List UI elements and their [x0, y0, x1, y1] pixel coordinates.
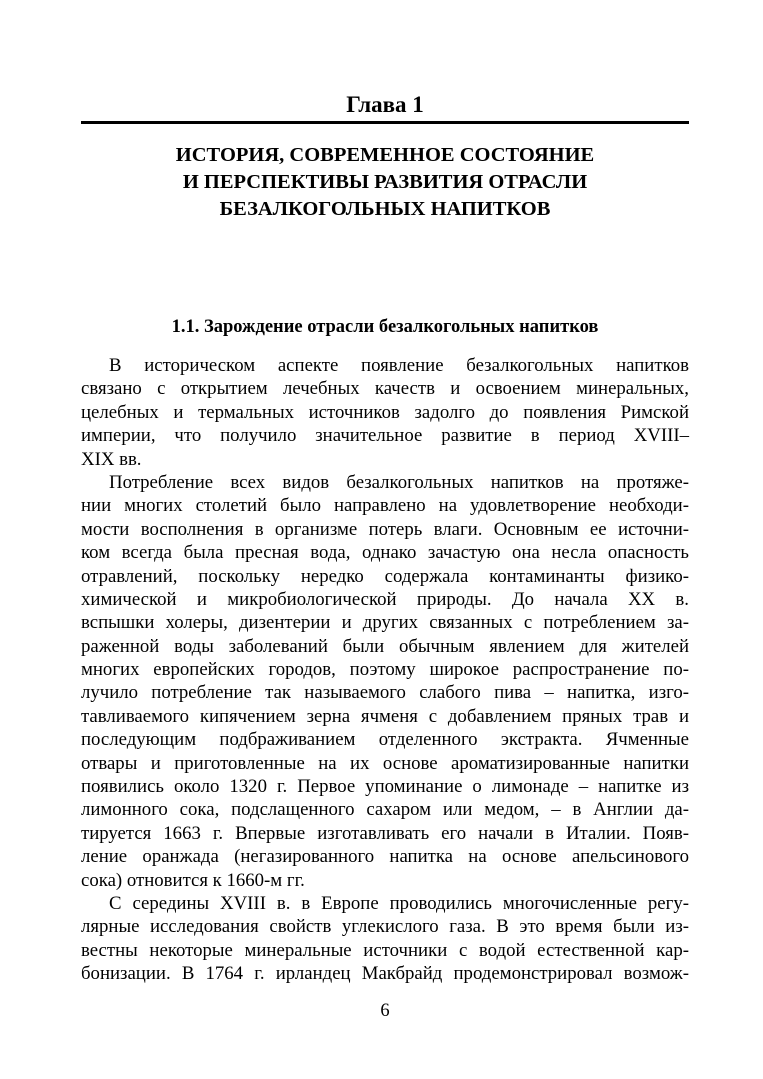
text-line: вестны некоторые минеральные источники с водой естественной кар- — [81, 939, 689, 961]
text-line: мости восполнения в организме потерь влаги. Основным ее источни- — [81, 518, 689, 540]
text-line: тируется 1663 г. Впервые изготавливать его начали в Италии. Появ- — [81, 822, 689, 844]
text-line: связано с открытием лечебных качеств и освоением минеральных, — [81, 378, 689, 400]
text-line: ком всегда была пресная вода, однако зачастую она несла опасность — [81, 542, 689, 564]
text-line: химической и микробиологической природы. До начала XX в. — [81, 588, 689, 610]
text-line: тавливаемого кипячением зерна ячменя с добавлением пряных трав и — [81, 705, 689, 727]
paragraph — [81, 892, 689, 986]
text-line: лучило потребление так называемого слабого пива – напитка, изго- — [81, 682, 689, 704]
text-line: империи, что получило значительное развитие в период XVIII– — [81, 425, 689, 447]
chapter-divider — [81, 121, 689, 124]
paragraph — [81, 471, 689, 892]
text-line: XIX вв. — [81, 448, 142, 470]
text-line: лярные исследования свойств углекислого газа. В это время были из- — [81, 916, 689, 938]
text-line: отвары и приготовленные на их основе ароматизированные напитки — [81, 752, 689, 774]
text-line: целебных и термальных источников задолго до появления Римской — [81, 401, 689, 423]
body-text — [81, 354, 689, 986]
text-line: появились около 1320 г. Первое упоминание о лимонаде – напитке из — [81, 776, 689, 798]
chapter-label: Глава 1 — [346, 92, 424, 117]
text-line: Потребление всех видов безалкогольных напитков на протяже- — [109, 471, 689, 493]
chapter-title-line: ИСТОРИЯ, СОВРЕМЕННОЕ СОСТОЯНИЕ — [175, 144, 595, 166]
text-line: лимонного сока, подслащенного сахаром или медом, – в Англии да- — [81, 799, 689, 821]
paragraph — [81, 354, 689, 471]
text-line: С середины XVIII в. в Европе проводились многочисленные регу- — [109, 892, 689, 914]
chapter-title — [81, 142, 689, 223]
text-line: нии многих столетий было направлено на удовлетворение необходи- — [81, 495, 689, 517]
section-heading: 1.1. Зарождение отрасли безалкогольных напитков — [171, 317, 599, 337]
text-line: вспышки холеры, дизентерии и других связанных с потреблением за- — [81, 612, 689, 634]
text-line: ление оранжада (негазированного напитка на основе апельсинового — [81, 846, 689, 868]
chapter-title-line: БЕЗАЛКОГОЛЬНЫХ НАПИТКОВ — [219, 198, 551, 220]
text-line: многих европейских городов, поэтому широкое распространение по- — [81, 659, 689, 681]
text-line: бонизации. В 1764 г. ирландец Макбрайд продемонстрировал возмож- — [81, 963, 689, 985]
text-line: последующим подбраживанием отделенного экстракта. Ячменные — [81, 729, 689, 751]
text-line: сока) отновится к 1660-м гг. — [81, 869, 305, 891]
text-line: отравлений, поскольку нередко содержала контаминанты физико- — [81, 565, 689, 587]
page-number: 6 — [380, 1001, 390, 1021]
text-line: В историческом аспекте появление безалкогольных напитков — [109, 355, 689, 376]
text-line: раженной воды заболеваний были обычным явлением для жителей — [81, 635, 689, 657]
chapter-title-line: И ПЕРСПЕКТИВЫ РАЗВИТИЯ ОТРАСЛИ — [182, 171, 588, 193]
